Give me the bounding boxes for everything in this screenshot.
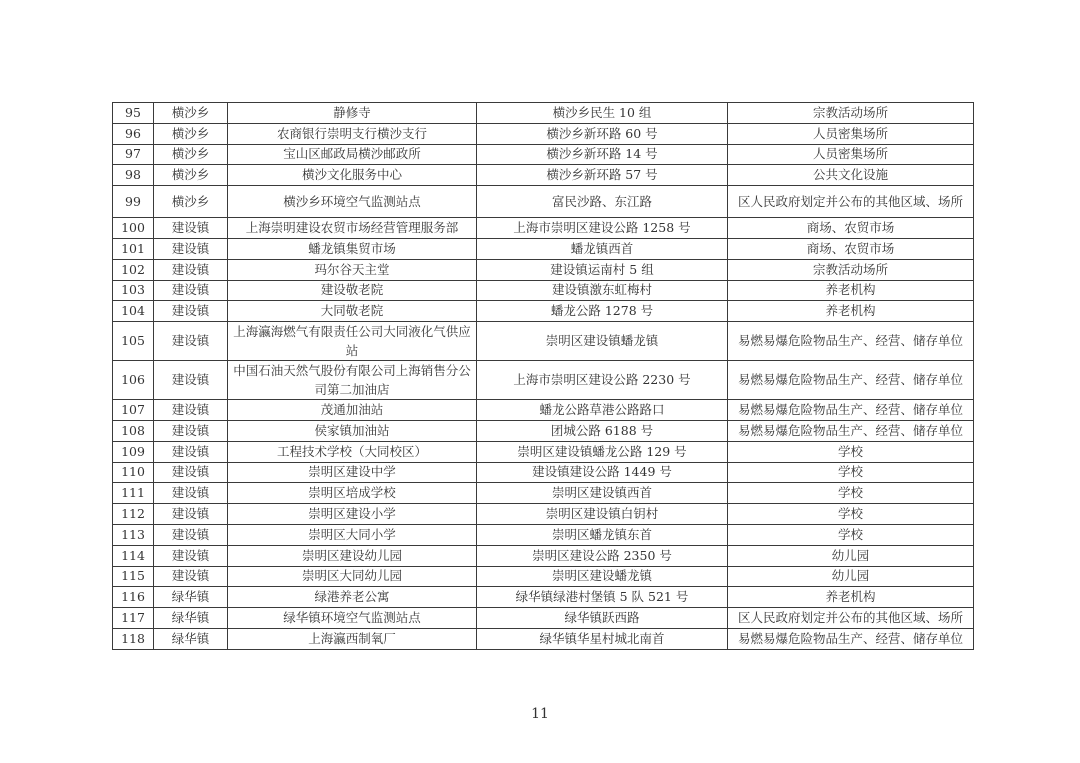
category-cell: 易燃易爆危险物品生产、经营、储存单位 (728, 400, 974, 421)
row-number-cell: 114 (113, 545, 154, 566)
table-row (113, 504, 974, 525)
table-row (113, 524, 974, 545)
address-cell: 建设镇激东虹梅村 (477, 280, 728, 301)
table-row (113, 218, 974, 239)
table-row (113, 566, 974, 587)
town-cell: 横沙乡 (154, 144, 228, 165)
row-number-cell: 106 (113, 361, 154, 400)
category-cell: 易燃易爆危险物品生产、经营、储存单位 (728, 361, 974, 400)
address-cell: 绿华镇华星村城北南首 (477, 628, 728, 649)
row-number-cell: 111 (113, 483, 154, 504)
category-cell: 易燃易爆危险物品生产、经营、储存单位 (728, 322, 974, 361)
category-cell: 学校 (728, 462, 974, 483)
row-number-cell: 113 (113, 524, 154, 545)
category-cell: 人员密集场所 (728, 144, 974, 165)
row-number-cell: 110 (113, 462, 154, 483)
category-cell: 养老机构 (728, 587, 974, 608)
town-cell: 绿华镇 (154, 587, 228, 608)
category-cell: 公共文化设施 (728, 165, 974, 186)
table-row (113, 144, 974, 165)
category-cell: 学校 (728, 524, 974, 545)
site-name-cell: 横沙乡环境空气监测站点 (228, 186, 477, 218)
table-row (113, 628, 974, 649)
row-number-cell: 97 (113, 144, 154, 165)
category-cell: 易燃易爆危险物品生产、经营、储存单位 (728, 628, 974, 649)
category-cell: 养老机构 (728, 280, 974, 301)
town-cell: 建设镇 (154, 238, 228, 259)
site-name-cell: 崇明区建设幼儿园 (228, 545, 477, 566)
site-name-cell: 工程技术学校（大同校区） (228, 441, 477, 462)
site-name-cell: 上海崇明建设农贸市场经营管理服务部 (228, 218, 477, 239)
row-number-cell: 103 (113, 280, 154, 301)
site-name-cell: 蟠龙镇集贸市场 (228, 238, 477, 259)
address-cell: 蟠龙公路草港公路路口 (477, 400, 728, 421)
site-name-cell: 绿港养老公寓 (228, 587, 477, 608)
site-name-cell: 崇明区培成学校 (228, 483, 477, 504)
site-name-cell: 静修寺 (228, 103, 477, 124)
address-cell: 横沙乡新环路 60 号 (477, 123, 728, 144)
address-cell: 横沙乡新环路 14 号 (477, 144, 728, 165)
row-number-cell: 96 (113, 123, 154, 144)
town-cell: 建设镇 (154, 280, 228, 301)
category-cell: 宗教活动场所 (728, 259, 974, 280)
site-name-cell: 建设敬老院 (228, 280, 477, 301)
address-cell: 上海市崇明区建设公路 1258 号 (477, 218, 728, 239)
row-number-cell: 108 (113, 420, 154, 441)
category-cell: 学校 (728, 483, 974, 504)
row-number-cell: 118 (113, 628, 154, 649)
table-row (113, 441, 974, 462)
site-name-cell: 侯家镇加油站 (228, 420, 477, 441)
category-cell: 易燃易爆危险物品生产、经营、储存单位 (728, 420, 974, 441)
site-name-cell: 绿华镇环境空气监测站点 (228, 608, 477, 629)
category-cell: 养老机构 (728, 301, 974, 322)
table-row (113, 165, 974, 186)
town-cell: 横沙乡 (154, 165, 228, 186)
category-cell: 幼儿园 (728, 566, 974, 587)
address-cell: 崇明区蟠龙镇东首 (477, 524, 728, 545)
row-number-cell: 101 (113, 238, 154, 259)
table-row (113, 186, 974, 218)
site-name-cell: 中国石油天然气股份有限公司上海销售分公司第二加油店 (228, 361, 477, 400)
town-cell: 建设镇 (154, 462, 228, 483)
town-cell: 建设镇 (154, 545, 228, 566)
site-name-cell: 崇明区建设小学 (228, 504, 477, 525)
town-cell: 建设镇 (154, 566, 228, 587)
row-number-cell: 100 (113, 218, 154, 239)
address-cell: 蟠龙公路 1278 号 (477, 301, 728, 322)
town-cell: 建设镇 (154, 441, 228, 462)
site-name-cell: 崇明区大同小学 (228, 524, 477, 545)
town-cell: 建设镇 (154, 483, 228, 504)
table-row (113, 259, 974, 280)
address-cell: 崇明区建设镇蟠龙公路 129 号 (477, 441, 728, 462)
town-cell: 绿华镇 (154, 628, 228, 649)
row-number-cell: 99 (113, 186, 154, 218)
table-row (113, 238, 974, 259)
town-cell: 建设镇 (154, 504, 228, 525)
row-number-cell: 115 (113, 566, 154, 587)
table-body (113, 103, 974, 650)
row-number-cell: 104 (113, 301, 154, 322)
address-cell: 崇明区建设镇白钥村 (477, 504, 728, 525)
address-cell: 富民沙路、东江路 (477, 186, 728, 218)
table-row (113, 608, 974, 629)
town-cell: 横沙乡 (154, 103, 228, 124)
category-cell: 区人民政府划定并公布的其他区域、场所 (728, 186, 974, 218)
address-cell: 团城公路 6188 号 (477, 420, 728, 441)
category-cell: 商场、农贸市场 (728, 238, 974, 259)
category-cell: 商场、农贸市场 (728, 218, 974, 239)
site-name-cell: 玛尔谷天主堂 (228, 259, 477, 280)
table-row (113, 322, 974, 361)
row-number-cell: 107 (113, 400, 154, 421)
row-number-cell: 109 (113, 441, 154, 462)
address-cell: 绿华镇跃西路 (477, 608, 728, 629)
town-cell: 建设镇 (154, 322, 228, 361)
town-cell: 横沙乡 (154, 186, 228, 218)
sensitive-sites-table (112, 102, 974, 650)
category-cell: 区人民政府划定并公布的其他区域、场所 (728, 608, 974, 629)
address-cell: 蟠龙镇西首 (477, 238, 728, 259)
address-cell: 横沙乡新环路 57 号 (477, 165, 728, 186)
row-number-cell: 116 (113, 587, 154, 608)
address-cell: 建设镇建设公路 1449 号 (477, 462, 728, 483)
address-cell: 崇明区建设镇西首 (477, 483, 728, 504)
address-cell: 建设镇运南村 5 组 (477, 259, 728, 280)
town-cell: 建设镇 (154, 400, 228, 421)
category-cell: 学校 (728, 441, 974, 462)
site-name-cell: 宝山区邮政局横沙邮政所 (228, 144, 477, 165)
town-cell: 建设镇 (154, 301, 228, 322)
category-cell: 学校 (728, 504, 974, 525)
page-number: 11 (531, 706, 549, 722)
address-cell: 上海市崇明区建设公路 2230 号 (477, 361, 728, 400)
table-row (113, 103, 974, 124)
address-cell: 绿华镇绿港村堡镇 5 队 521 号 (477, 587, 728, 608)
row-number-cell: 117 (113, 608, 154, 629)
category-cell: 人员密集场所 (728, 123, 974, 144)
row-number-cell: 98 (113, 165, 154, 186)
site-name-cell: 崇明区建设中学 (228, 462, 477, 483)
site-name-cell: 大同敬老院 (228, 301, 477, 322)
category-cell: 幼儿园 (728, 545, 974, 566)
site-name-cell: 崇明区大同幼儿园 (228, 566, 477, 587)
town-cell: 横沙乡 (154, 123, 228, 144)
town-cell: 绿华镇 (154, 608, 228, 629)
row-number-cell: 95 (113, 103, 154, 124)
address-cell: 崇明区建设蟠龙镇 (477, 566, 728, 587)
table-row (113, 420, 974, 441)
site-name-cell: 上海瀛海燃气有限责任公司大同液化气供应站 (228, 322, 477, 361)
row-number-cell: 102 (113, 259, 154, 280)
table-row (113, 545, 974, 566)
address-cell: 横沙乡民生 10 组 (477, 103, 728, 124)
table-row (113, 462, 974, 483)
site-name-cell: 茂通加油站 (228, 400, 477, 421)
table-row (113, 361, 974, 400)
table-row (113, 483, 974, 504)
table-row (113, 400, 974, 421)
table-row (113, 280, 974, 301)
address-cell: 崇明区建设镇蟠龙镇 (477, 322, 728, 361)
table-row (113, 123, 974, 144)
site-name-cell: 上海瀛西制氧厂 (228, 628, 477, 649)
address-cell: 崇明区建设公路 2350 号 (477, 545, 728, 566)
town-cell: 建设镇 (154, 420, 228, 441)
town-cell: 建设镇 (154, 259, 228, 280)
town-cell: 建设镇 (154, 524, 228, 545)
category-cell: 宗教活动场所 (728, 103, 974, 124)
row-number-cell: 105 (113, 322, 154, 361)
site-name-cell: 横沙文化服务中心 (228, 165, 477, 186)
town-cell: 建设镇 (154, 218, 228, 239)
table-row (113, 587, 974, 608)
town-cell: 建设镇 (154, 361, 228, 400)
site-name-cell: 农商银行崇明支行横沙支行 (228, 123, 477, 144)
row-number-cell: 112 (113, 504, 154, 525)
table-row (113, 301, 974, 322)
